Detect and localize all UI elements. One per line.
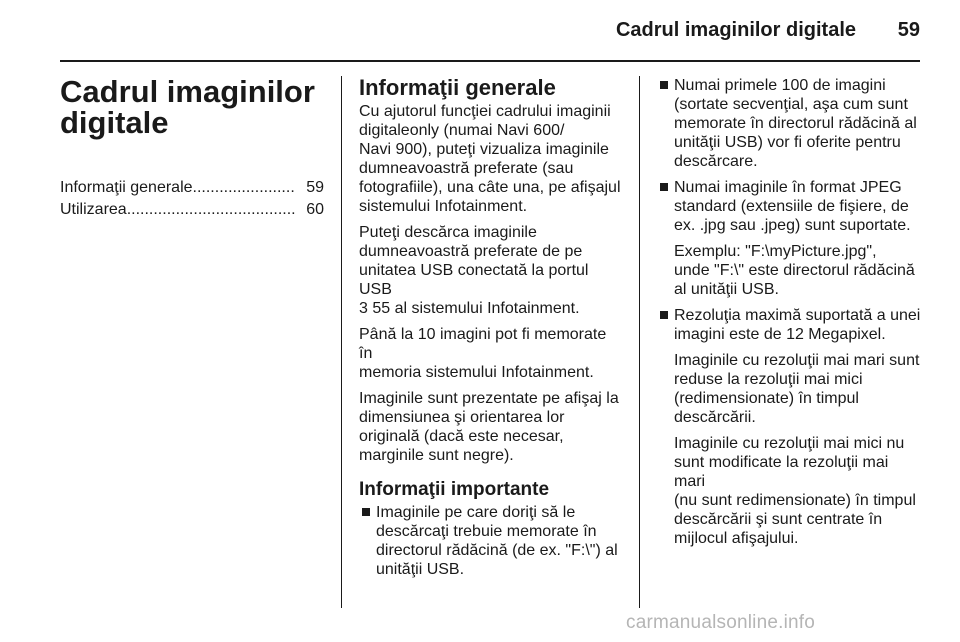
- bullet-square-icon: [362, 508, 370, 516]
- bullet-item-first-100: Numai primele 100 de imagini (sortate secvenţial, aşa cum sunt memorate în directorul rădăcină al unităţii USB) vor fi oferite pentru descărcare.: [657, 76, 921, 171]
- header-divider: [60, 60, 920, 62]
- paragraph-display: Imaginile sunt prezentate pe afişaj la dimensiunea şi orientarea lor originală (dacă este necesar, marginile sunt negre).: [359, 390, 619, 464]
- general-info-column: [359, 76, 623, 586]
- bullet-square-icon: [660, 81, 668, 89]
- bullet-item-max-resolution: Rezoluţia maximă suportată a unei imagini este de 12 Megapixel.: [657, 306, 921, 344]
- toc-entry-usage[interactable]: [60, 200, 324, 219]
- important-info-column: [657, 76, 921, 555]
- toc-leader-dots: ......................................: [126, 201, 296, 218]
- bullet-item-jpeg-format: Numai imaginile în format JPEG standard (extensiile de fişiere, de ex. .jpg sau .jpeg) sunt suportate.: [657, 178, 921, 235]
- paragraph-storage-limit: Până la 10 imagini pot fi memorate în memoria sistemului Infotainment.: [359, 326, 607, 381]
- column-divider-right: [639, 76, 640, 608]
- chapter-title: Cadrul imaginilor digitale: [60, 74, 315, 140]
- toc-entry-page: 59: [306, 179, 324, 196]
- bullet-item-root-directory: Imaginile pe care doriţi să le descărcaţi trebuie memorate în directorul rădăcină (de ex. "F:\") al unităţii USB.: [359, 503, 623, 579]
- running-header-title: Cadrul imaginilor digitale: [615, 19, 856, 41]
- chapter-column: [60, 76, 324, 222]
- paragraph-lower-resolution: Imaginile cu rezoluţii mai mici nu sunt modificate la rezoluţii mai mari (nu sunt redimensionate) în timpul descărcării şi sunt centrate în mijlocul afişajului.: [674, 435, 916, 547]
- bullet-square-icon: [660, 183, 668, 191]
- toc-entry-general[interactable]: [60, 178, 324, 197]
- paragraph-intro: Cu ajutorul funcţiei cadrului imaginii digitaleonly (numai Navi 600/ Navi 900), puteţi vizualiza imaginile dumneavoastră preferate (sau fotografiile), una câte una, pe afişajul sistemului Infotainment.: [359, 103, 621, 215]
- paragraph-download: Puteţi descărca imaginile dumneavoastră preferate de pe unitatea USB conectată la portul USB 3 55 al sistemului Infotainment.: [359, 224, 589, 317]
- toc-entry-label: Informaţii generale: [60, 179, 193, 196]
- page-number: 59: [897, 19, 920, 41]
- toc-leader-dots: .......................: [192, 179, 295, 196]
- column-divider-left: [341, 76, 342, 608]
- section-title-general: Informaţii generale: [359, 75, 556, 100]
- section-title-important: Informaţii importante: [359, 479, 550, 500]
- toc-entry-page: 60: [306, 201, 324, 218]
- watermark-text: carmanualsonline.info: [626, 612, 816, 633]
- toc-entry-label: Utilizarea: [60, 201, 127, 218]
- example-paragraph: Exemplu: "F:\myPicture.jpg", unde "F:\" este directorul rădăcină al unităţii USB.: [674, 243, 915, 298]
- page-reference-arrow-icon[interactable]: 3: [359, 300, 368, 317]
- bullet-square-icon: [660, 311, 668, 319]
- paragraph-higher-resolution: Imaginile cu rezoluţii mai mari sunt reduse la rezoluţii mai mici (redimensionate) în timpul descărcării.: [674, 352, 920, 426]
